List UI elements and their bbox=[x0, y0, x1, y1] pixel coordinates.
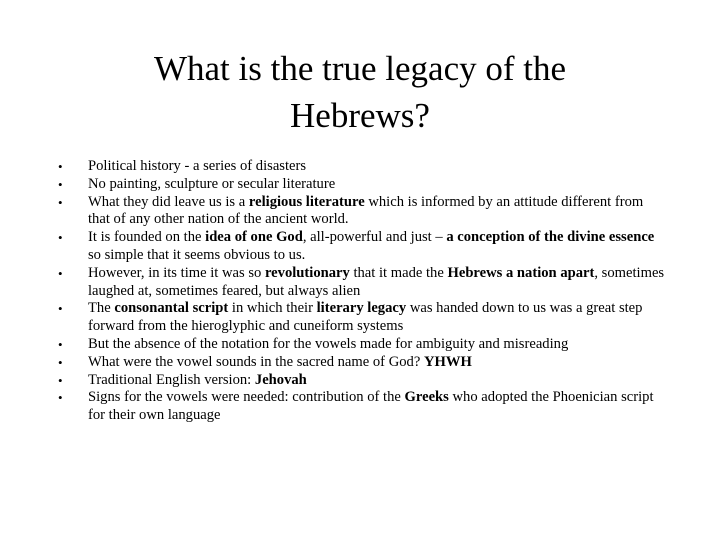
bullet-text: , sometimes laughed at, sometimes feared, but always alien bbox=[88, 264, 665, 299]
bullet-text: in which their bbox=[228, 300, 317, 317]
bullet-item bbox=[56, 336, 666, 354]
bullet-item bbox=[56, 354, 666, 372]
bullet-item bbox=[56, 265, 666, 301]
bullet-text: Traditional English version: bbox=[88, 371, 255, 388]
bullet-text-bold: religious literature bbox=[248, 193, 365, 210]
bullet-text-bold: a conception of the divine essence bbox=[446, 229, 655, 246]
bullet-text: Signs for the vowels were needed: contribution of the bbox=[88, 389, 405, 406]
bullet-text: , all-powerful and just – bbox=[302, 229, 447, 246]
bullet-text: that it made the bbox=[349, 264, 448, 281]
bullet-icon: • bbox=[58, 372, 63, 388]
bullet-text-bold: YHWH bbox=[423, 353, 472, 370]
bullet-text: which is informed by an attitude different from that of any other nation of the ancient world. bbox=[88, 193, 644, 228]
slide-title-line-2: Hebrews? bbox=[290, 96, 430, 135]
bullet-text: What they did leave us is a bbox=[88, 193, 249, 210]
bullet-item bbox=[56, 229, 666, 265]
bullet-text: was handed down to us was a great step forward from the hieroglyphic and cuneiform systems bbox=[88, 300, 643, 335]
bullet-text-bold: Greeks bbox=[404, 389, 449, 406]
bullet-text-bold: idea of one God bbox=[205, 229, 303, 246]
bullet-icon: • bbox=[58, 390, 63, 406]
bullet-icon: • bbox=[58, 194, 63, 210]
bullet-list bbox=[56, 158, 666, 425]
bullet-text-bold: Jehovah bbox=[254, 371, 307, 388]
bullet-item bbox=[56, 176, 666, 194]
bullet-item bbox=[56, 158, 666, 176]
bullet-icon: • bbox=[58, 159, 63, 174]
bullet-icon: • bbox=[58, 301, 63, 317]
bullet-item bbox=[56, 389, 666, 425]
bullet-item bbox=[56, 372, 666, 390]
bullet-text-bold: literary legacy bbox=[316, 300, 407, 317]
bullet-text: The bbox=[88, 300, 115, 317]
bullet-icon: • bbox=[58, 336, 63, 352]
bullet-text: However, in its time it was so bbox=[88, 264, 265, 281]
bullet-item bbox=[56, 194, 666, 230]
bullet-text: No painting, sculpture or secular literature bbox=[88, 175, 336, 192]
bullet-text: Political history - a series of disasters bbox=[88, 158, 307, 174]
bullet-text-bold: revolutionary bbox=[264, 264, 350, 281]
bullet-text: who adopted the Phoenician script for their own language bbox=[88, 389, 654, 424]
bullet-text: It is founded on the bbox=[88, 229, 206, 246]
bullet-icon: • bbox=[58, 176, 63, 192]
bullet-text: But the absence of the notation for the vowels made for ambiguity and misreading bbox=[88, 335, 569, 352]
bullet-text-bold: Hebrews a nation apart bbox=[447, 264, 595, 281]
bullet-icon: • bbox=[58, 265, 63, 281]
bullet-text-bold: consonantal script bbox=[114, 300, 229, 317]
slide-title-line-1: What is the true legacy of the bbox=[153, 49, 567, 88]
bullet-text: What were the vowel sounds in the sacred name of God? bbox=[88, 353, 424, 370]
slide-title bbox=[0, 45, 720, 139]
bullet-icon: • bbox=[58, 354, 63, 370]
bullet-text: so simple that it seems obvious to us. bbox=[88, 246, 306, 263]
bullet-item bbox=[56, 300, 666, 336]
bullet-icon: • bbox=[58, 230, 63, 246]
